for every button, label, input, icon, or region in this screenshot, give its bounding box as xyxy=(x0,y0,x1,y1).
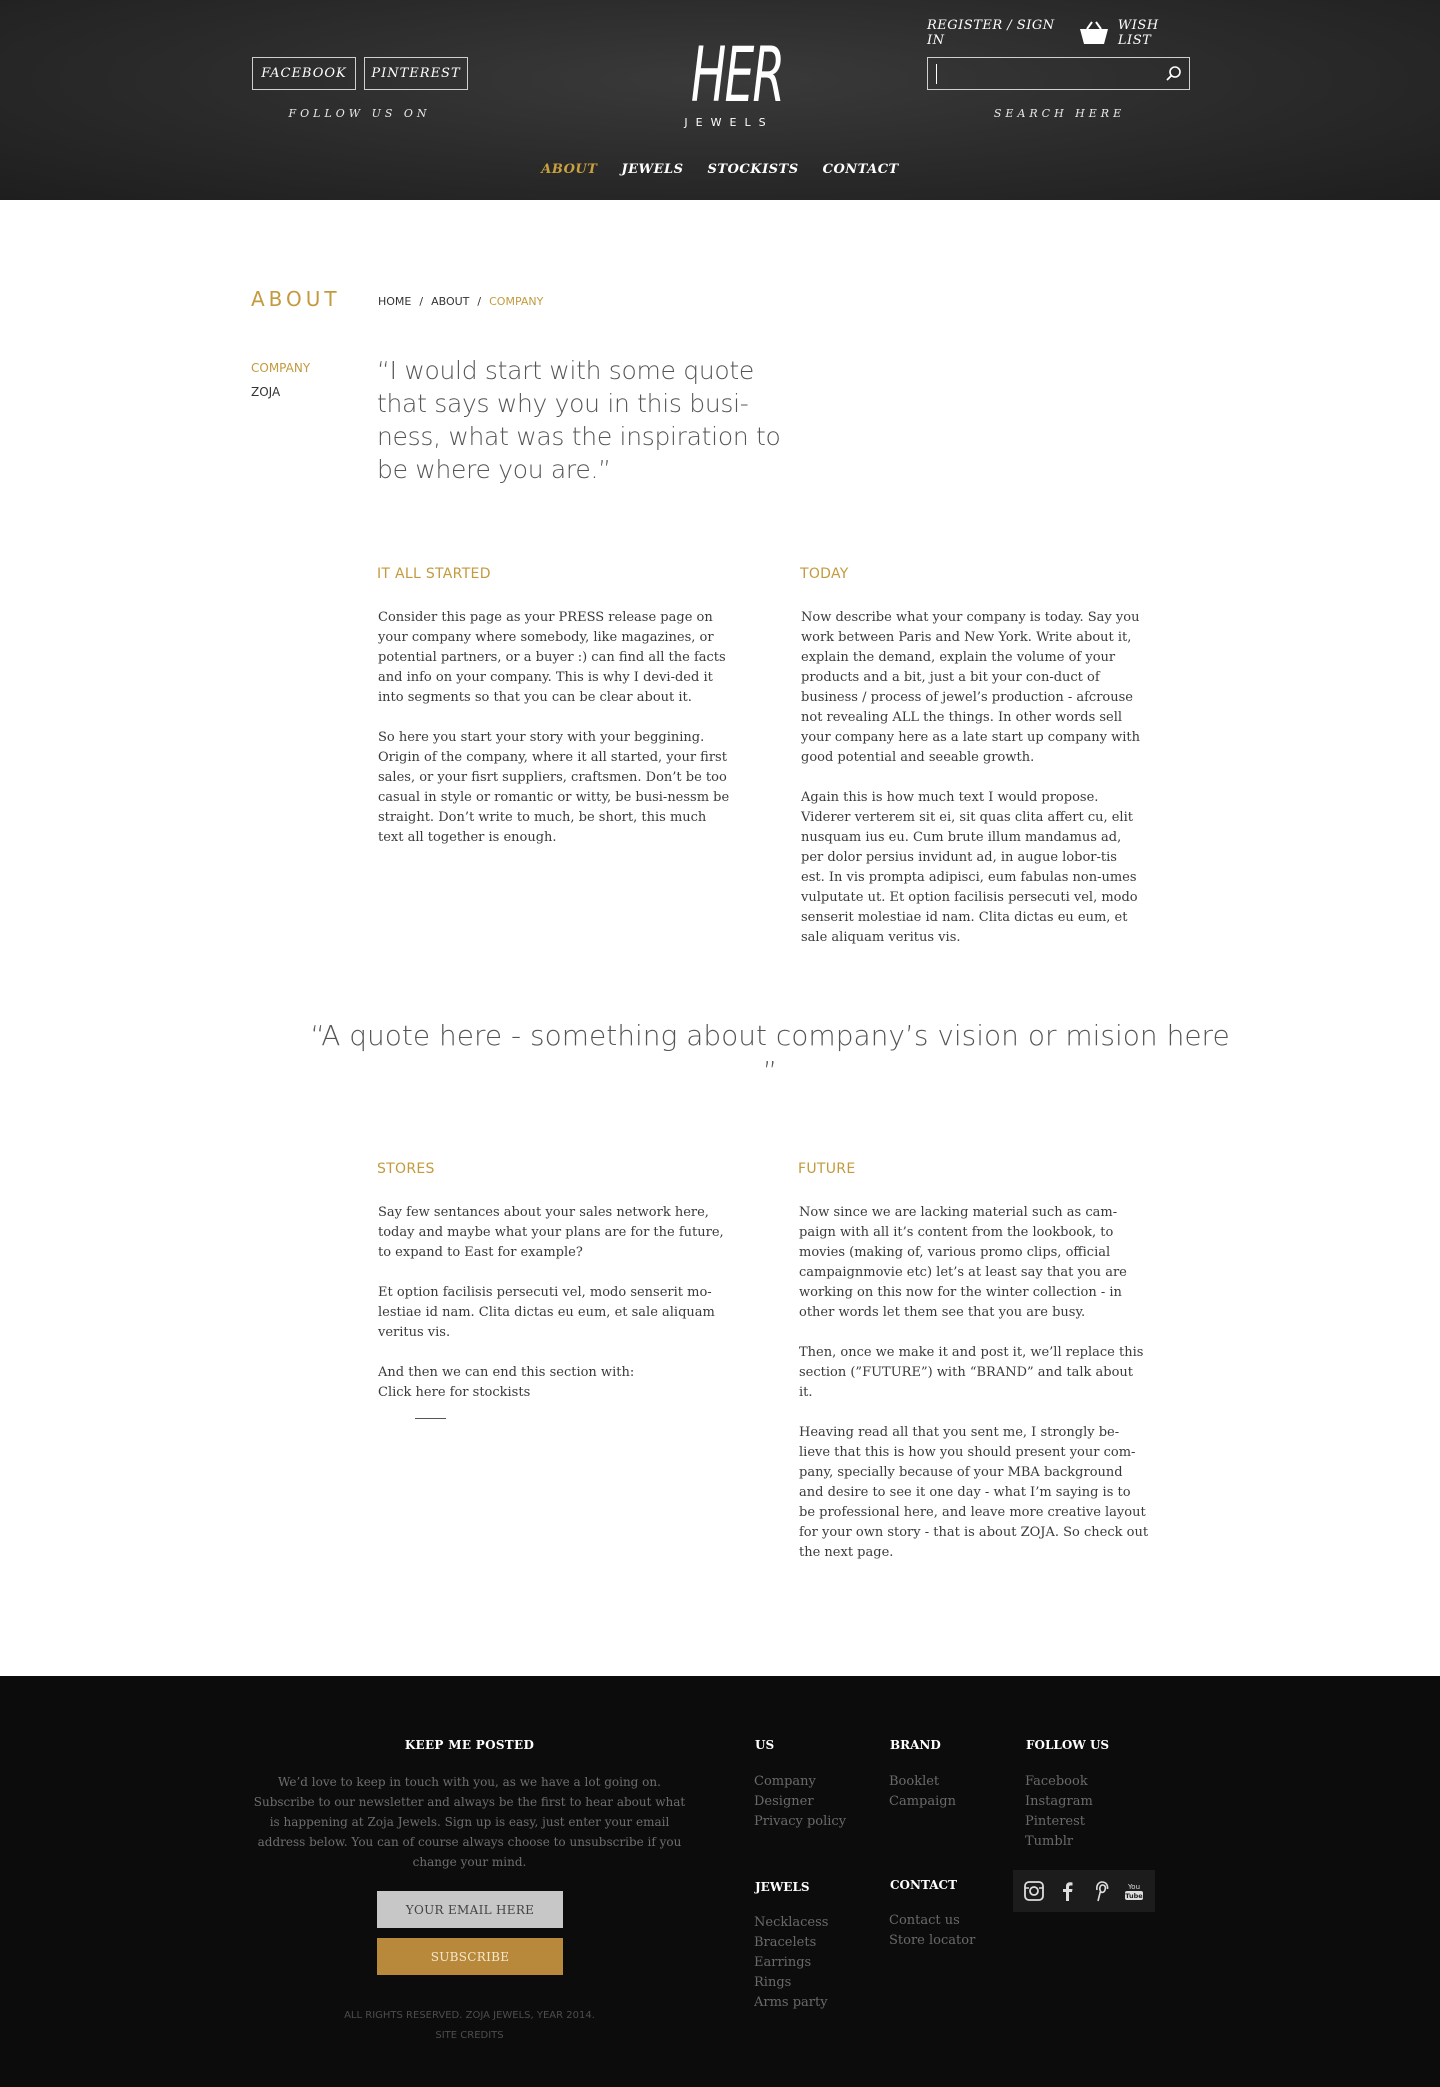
breadcrumb-current: COMPANY xyxy=(489,295,544,308)
paragraph: Consider this page as your PRESS release page on your company where somebody, like magazines, or potential partners, or a buyer :) can find all the facts and info on your company. This is why I devi-ded it into segments so that you can be clear about it. xyxy=(378,610,726,705)
site-footer xyxy=(0,1676,1440,2087)
paragraph: Now since we are lacking material such as cam-paign with all it’s content from the lookbook, to movies (making of, various promo clips, official campaignmovie etc) let’s at least say that you are working on this now for the winter collection - in other words let them see that you are busy. xyxy=(799,1205,1127,1320)
future-text xyxy=(799,1203,1149,1583)
footer-link[interactable]: Bracelets xyxy=(754,1935,817,1950)
footer-contact-list xyxy=(889,1911,975,1951)
site-credits-link[interactable]: SITE CREDITS xyxy=(435,2030,504,2041)
pinterest-icon[interactable] xyxy=(1089,1879,1113,1903)
footer-link[interactable]: Campaign xyxy=(889,1794,956,1809)
paragraph: And then we can end this section with: xyxy=(378,1365,635,1380)
footer-link[interactable]: Rings xyxy=(754,1975,792,1990)
stockists-link[interactable]: Click here for stockists xyxy=(378,1385,531,1400)
footer-jewels-title: JEWELS xyxy=(755,1880,810,1894)
newsletter-email-input[interactable] xyxy=(377,1891,563,1928)
subscribe-button[interactable]: SUBSCRIBE xyxy=(377,1938,563,1975)
stores-heading: STORES xyxy=(377,1161,435,1177)
register-sign-in-link[interactable]: REGISTER / SIGN IN xyxy=(927,18,1055,48)
vision-quote: “A quote here - something about company’s vision or mision here ” xyxy=(310,1019,1230,1088)
footer-link[interactable]: Contact us xyxy=(889,1913,960,1928)
footer-link[interactable]: Arms party xyxy=(754,1995,828,2010)
breadcrumb-about[interactable]: ABOUT xyxy=(431,295,470,308)
search-label: SEARCH HERE xyxy=(993,107,1126,120)
nav-stockists[interactable]: STOCKISTS xyxy=(707,162,799,177)
breadcrumb xyxy=(378,295,543,308)
instagram-icon[interactable] xyxy=(1022,1879,1046,1903)
intro-quote: “I would start with some quote that says why you in this busi-ness, what was the inspiration to be where you are.” xyxy=(377,356,781,484)
footer-follow-title: FOLLOW US xyxy=(1026,1738,1110,1752)
svg-text:Tube: Tube xyxy=(1125,1892,1143,1900)
footer-brand-title: BRAND xyxy=(890,1738,941,1752)
search-icon[interactable] xyxy=(1165,65,1183,83)
search-box xyxy=(927,57,1190,90)
paragraph: Say few sentances about your sales network here, today and maybe what your plans are for the future, to expand to East for example? xyxy=(378,1205,724,1260)
future-heading: FUTURE xyxy=(798,1161,856,1177)
nav-contact[interactable]: CONTACT xyxy=(822,162,899,177)
logo-sub-text: JEWELS xyxy=(684,116,774,129)
page-title: ABOUT xyxy=(251,287,341,311)
account-links xyxy=(927,18,1192,48)
footer-contact-title: CONTACT xyxy=(890,1878,958,1892)
facebook-button[interactable]: FACEBOOK xyxy=(252,57,356,90)
svg-text:You: You xyxy=(1127,1883,1140,1891)
site-header xyxy=(0,0,1440,200)
paragraph: Again this is how much text I would propose. Viderer verterem sit ei, sit quas clita affert cu, elit nusquam ius eu. Cum brute illum mandamus ad, per dolor persius invidunt ad, in augue lobor-tis est. In vis prompta adipisci, eum fabulas non-umes vulputate ut. Et option facilisis persecuti vel, modo senserit molestiae id nam. Clita dictas eu eum, et sale aliquam veritus vis. xyxy=(801,790,1138,945)
follow-us-label: FOLLOW US ON xyxy=(288,107,431,120)
footer-link[interactable]: Tumblr xyxy=(1025,1834,1074,1849)
subnav-zoja[interactable]: ZOJA xyxy=(251,385,281,399)
footer-link[interactable]: Instagram xyxy=(1025,1794,1093,1809)
site-logo[interactable] xyxy=(670,30,784,150)
basket-icon[interactable] xyxy=(1078,20,1110,46)
started-heading: IT ALL STARTED xyxy=(377,566,491,582)
footer-link[interactable]: Necklacess xyxy=(754,1915,829,1930)
footer-link[interactable]: Designer xyxy=(754,1794,814,1809)
today-text xyxy=(801,608,1141,968)
subnav-company[interactable]: COMPANY xyxy=(251,361,311,375)
about-subnav xyxy=(251,356,310,404)
footer-us-title: US xyxy=(755,1738,775,1752)
divider xyxy=(415,1418,446,1419)
footer-us-list xyxy=(754,1772,846,1832)
search-input[interactable] xyxy=(936,64,1156,84)
footer-link[interactable]: Company xyxy=(754,1774,816,1789)
footer-social-icons xyxy=(1013,1870,1155,1912)
footer-link[interactable]: Earrings xyxy=(754,1955,812,1970)
started-text xyxy=(378,608,733,868)
footer-link[interactable]: Booklet xyxy=(889,1774,940,1789)
paragraph: Then, once we make it and post it, we’ll replace this section (”FUTURE”) with “BRAND” and talk about it. xyxy=(799,1345,1144,1400)
nav-jewels[interactable]: JEWELS xyxy=(621,162,684,177)
paragraph: Now describe what your company is today. Say you work between Paris and New York. Write about it, explain the demand, explain the volume of your products and a bit, just a bit your con-duct of business / process of jewel’s production - afcrouse not revealing ALL the things. In other words sell your company here as a late start up company with good potential and seeable growth. xyxy=(801,610,1141,765)
rights-text: ALL RIGHTS RESERVED. ZOJA JEWELS, YEAR 2014. xyxy=(344,2010,595,2021)
youtube-icon[interactable] xyxy=(1122,1879,1146,1903)
footer-link[interactable]: Pinterest xyxy=(1025,1814,1085,1829)
paragraph: Heaving read all that you sent me, I strongly be-lieve that this is how you should present your com-pany, specially because of your MBA background and desire to see it one day - what I’m saying is to be professional here, and leave more creative layout for your own story - that is about ZOJA. So check out the next page. xyxy=(799,1425,1149,1560)
breadcrumb-separator: / xyxy=(477,295,482,308)
today-heading: TODAY xyxy=(800,566,849,582)
breadcrumb-separator: / xyxy=(419,295,424,308)
copyright xyxy=(251,2006,688,2046)
footer-jewels-list xyxy=(754,1913,828,2013)
nav-about[interactable]: ABOUT xyxy=(541,162,598,177)
keep-posted-text: We’d love to keep in touch with you, as we have a lot going on. Subscribe to our newsletter and always be the first to hear about what is happening at Zoja Jewels. Sign up is easy, just enter your email address below. You can of course always choose to unsubscribe if you change your mind. xyxy=(253,1775,686,1869)
footer-follow-list xyxy=(1025,1772,1093,1852)
paragraph: Et option facilisis persecuti vel, modo senserit mo-lestiae id nam. Clita dictas eu eum, et sale aliquam veritus vis. xyxy=(378,1285,715,1340)
footer-brand-list xyxy=(889,1772,956,1812)
paragraph: So here you start your story with your beggining. Origin of the company, where it all started, your first sales, or your fisrt suppliers, craftsmen. Don’t be too casual in style or romantic or witty, be busi-nessm be straight. Don’t write to much, be short, this much text all together is enough. xyxy=(378,730,730,845)
footer-link[interactable]: Privacy policy xyxy=(754,1814,847,1829)
wish-list-link[interactable]: WISH LIST xyxy=(1117,18,1159,48)
breadcrumb-home[interactable]: HOME xyxy=(378,295,412,308)
logo-main-text: HER xyxy=(690,30,784,119)
facebook-icon[interactable] xyxy=(1055,1879,1079,1903)
keep-posted-title: KEEP ME POSTED xyxy=(404,1738,535,1752)
footer-link[interactable]: Facebook xyxy=(1025,1774,1088,1789)
footer-link[interactable]: Store locator xyxy=(889,1933,976,1948)
main-nav xyxy=(0,162,1440,177)
pinterest-button[interactable]: PINTEREST xyxy=(364,57,468,90)
stores-text xyxy=(378,1203,733,1403)
